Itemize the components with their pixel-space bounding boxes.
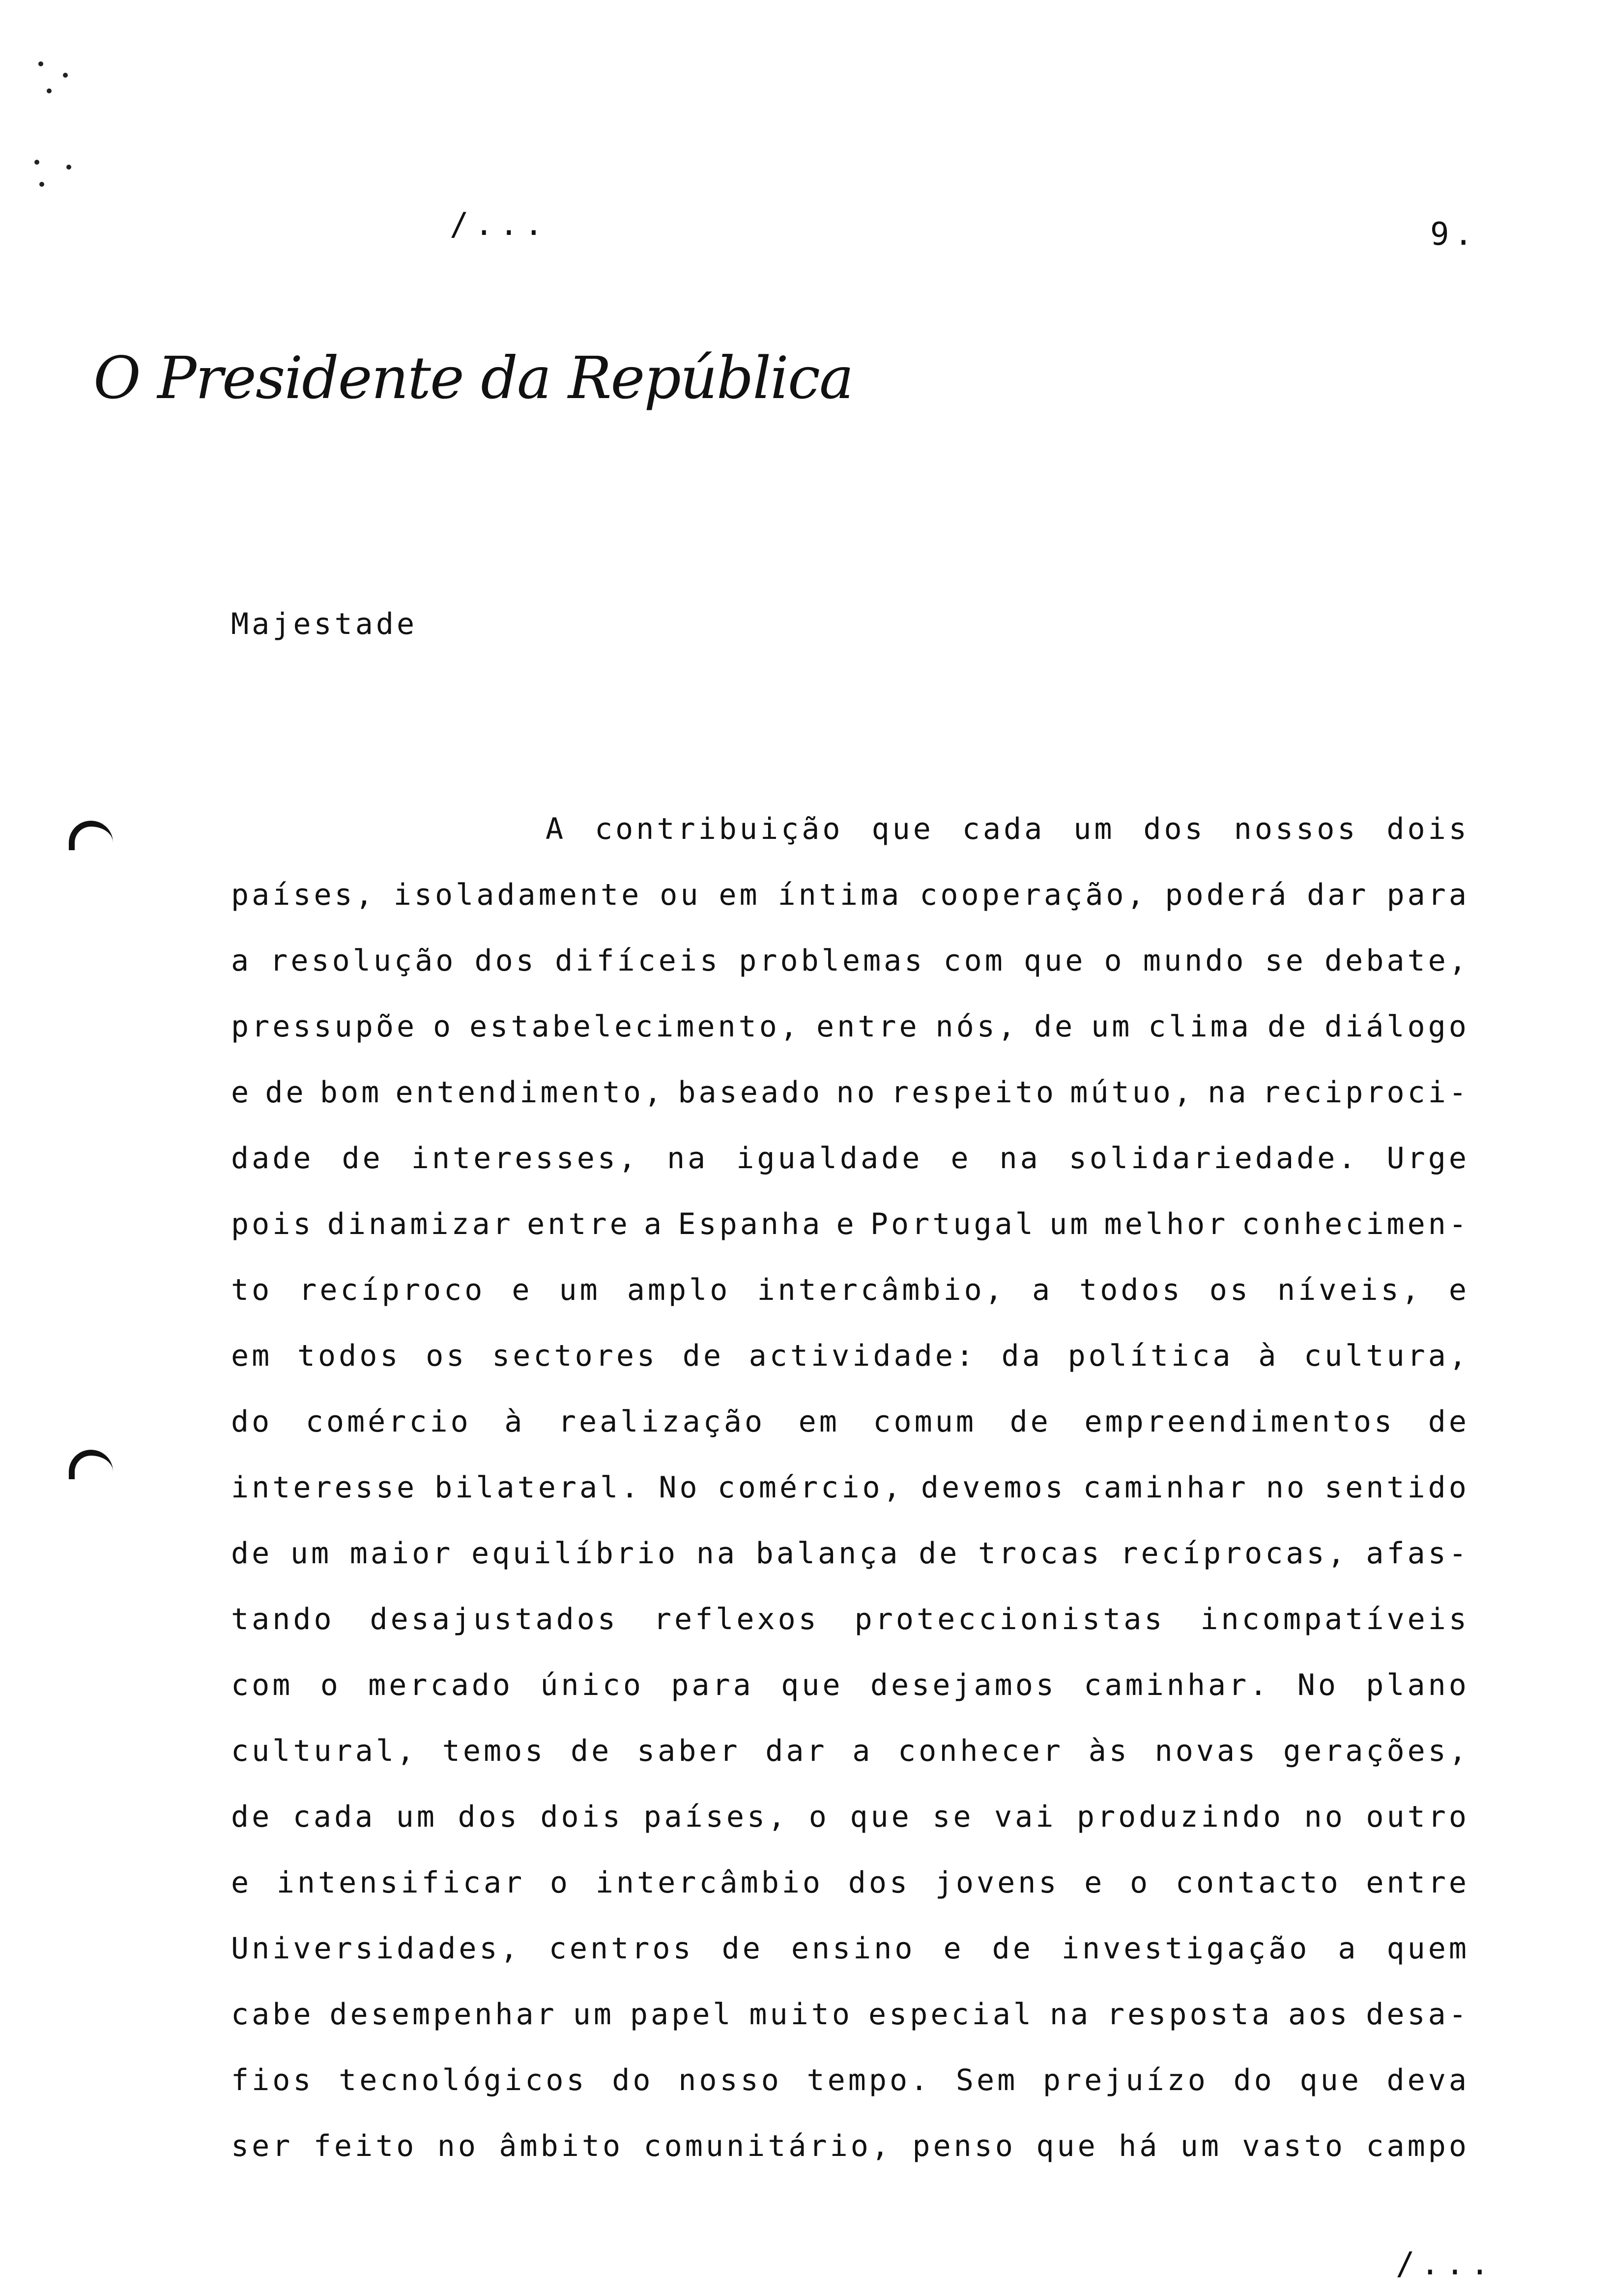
body-line: ser feito no âmbito comunitário, penso que há um vasto campo <box>231 2129 1469 2163</box>
body-line: interesse bilateral. No comércio, devemos caminhar no sentido <box>231 1470 1469 1505</box>
body-line: de cada um dos dois países, o que se vai produzindo no outro <box>231 1800 1469 1834</box>
body-line: cabe desempenhar um papel muito especial na resposta aos desa- <box>231 1997 1469 2032</box>
scan-mark-dot <box>47 88 52 93</box>
scan-mark-dot <box>63 73 68 78</box>
punch-hole-mark <box>69 821 113 850</box>
body-line: pressupõe o estabelecimento, entre nós, de um clima de diálogo <box>231 1009 1469 1044</box>
salutation: Majestade <box>231 607 418 641</box>
scan-mark-dot <box>66 165 71 170</box>
body-line: tando desajustados reflexos proteccionistas incompatíveis <box>231 1602 1469 1636</box>
scan-mark-dot <box>34 160 39 165</box>
continuation-marker-top: /... <box>450 206 549 243</box>
body-line: em todos os sectores de actividade: da política à cultura, <box>231 1339 1469 1373</box>
body-line: A contribuição que cada um dos nossos dois <box>546 812 1469 846</box>
letter-body <box>231 796 1469 2179</box>
body-line: dade de interesses, na igualdade e na solidariedade. Urge <box>231 1141 1469 1176</box>
body-line: fios tecnológicos do nosso tempo. Sem prejuízo do que deva <box>231 2063 1469 2097</box>
continuation-marker-bottom: /... <box>1396 2246 1496 2282</box>
body-line: de um maior equilíbrio na balança de trocas recíprocas, afas- <box>231 1536 1469 1571</box>
body-line: e intensificar o intercâmbio dos jovens e o contacto entre <box>231 1866 1469 1900</box>
body-line: to recíproco e um amplo intercâmbio, a todos os níveis, e <box>231 1273 1469 1307</box>
punch-hole-mark <box>69 1450 113 1479</box>
page-number: 9. <box>1430 216 1478 253</box>
body-line: pois dinamizar entre a Espanha e Portugal um melhor conhecimen- <box>231 1207 1469 1241</box>
body-line: e de bom entendimento, baseado no respeito mútuo, na reciproci- <box>231 1075 1469 1110</box>
letterhead-title: O Presidente da República <box>93 344 853 412</box>
body-line: cultural, temos de saber dar a conhecer às novas gerações, <box>231 1734 1469 1768</box>
scan-mark-dot <box>38 61 43 66</box>
body-line: com o mercado único para que desejamos caminhar. No plano <box>231 1668 1469 1702</box>
body-line: Universidades, centros de ensino e de investigação a quem <box>231 1931 1469 1966</box>
body-line: países, isoladamente ou em íntima cooperação, poderá dar para <box>231 878 1469 912</box>
scan-mark-dot <box>39 182 44 187</box>
body-line: a resolução dos difíceis problemas com que o mundo se debate, <box>231 944 1469 978</box>
body-line: do comércio à realização em comum de empreendimentos de <box>231 1405 1469 1439</box>
